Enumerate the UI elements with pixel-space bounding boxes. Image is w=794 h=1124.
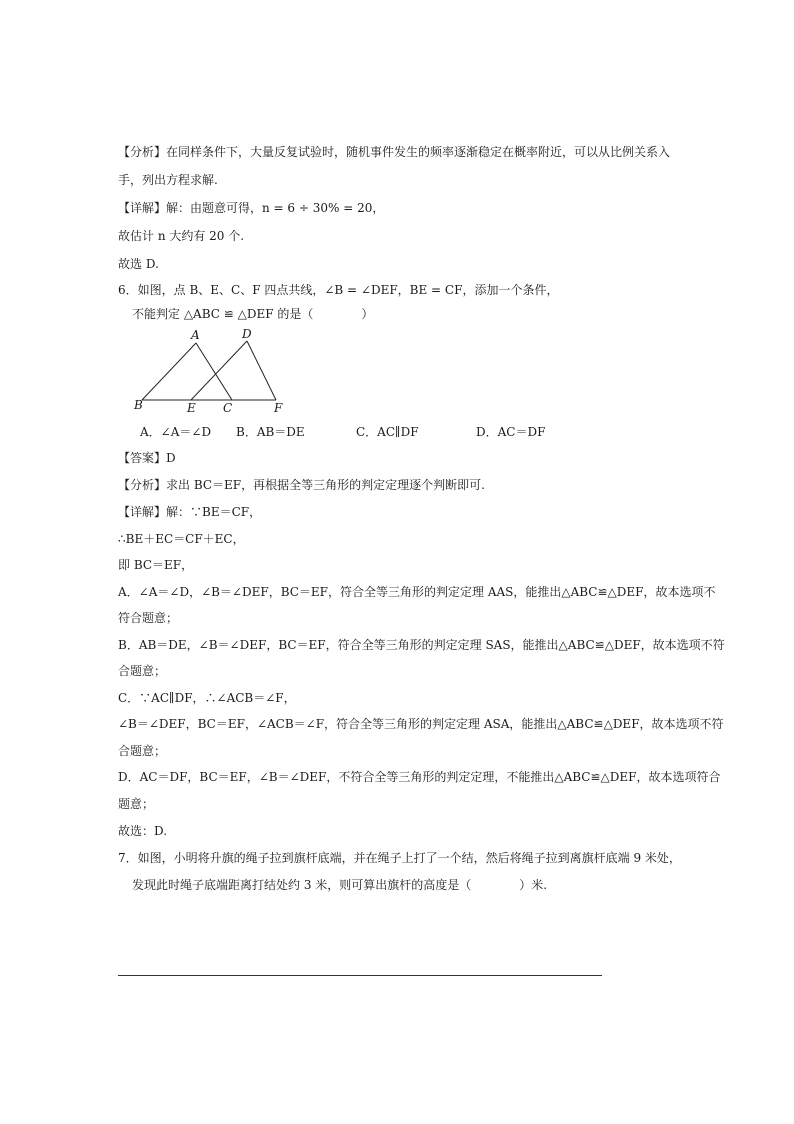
option-c: C．AC∥DF [356, 425, 419, 439]
detail-line-2: ∴BE＋EC＝CF＋EC， [118, 532, 245, 546]
case-b-line-2: 合题意； [118, 664, 167, 678]
triangle-figure [128, 328, 298, 422]
label-f: F [274, 401, 283, 415]
analysis-line-2: 手，列出方程求解. [118, 173, 218, 187]
detail-line-1: 【详解】解：∵BE＝CF， [118, 505, 262, 519]
label-b: B [134, 398, 143, 412]
case-c-line-1: C．∵AC∥DF，∴∠ACB＝∠F， [118, 691, 296, 705]
segment-ed [191, 341, 247, 400]
final-choice-line: 故选：D. [118, 824, 168, 838]
answer-line: 【答案】D [118, 451, 176, 465]
case-c-line-2: ∠B＝∠DEF，BC＝EF，∠ACB＝∠F，符合全等三角形的判定定理 ASA，能推出△ABC≌△DEF，故本选项不符 [118, 717, 724, 731]
option-a: A．∠A＝∠D [140, 425, 212, 439]
segment-ac [196, 343, 232, 400]
footer-rule [118, 975, 602, 976]
option-b: B．AB＝DE [236, 425, 305, 439]
label-a: A [191, 328, 200, 342]
detail-line: 【详解】解：由题意可得，n = 6 ÷ 30% = 20， [118, 201, 385, 215]
options-row [0, 423, 794, 439]
triangles-diagram [128, 328, 298, 418]
estimate-line: 故估计 n 大约有 20 个. [118, 229, 245, 243]
case-a-line-1: A．∠A＝∠D，∠B＝∠DEF，BC＝EF，符合全等三角形的判定定理 AAS，能推出△ABC≌△DEF，故本选项不 [118, 585, 716, 599]
label-c: C [223, 401, 233, 415]
question-6-line-1: 6．如图，点 B、E、C、F 四点共线，∠B = ∠DEF，BE = CF，添加一个条件， [118, 283, 559, 297]
analysis-line-1: 【分析】在同样条件下，大量反复试验时，随机事件发生的频率逐渐稳定在概率附近，可以从比例关系入 [118, 145, 671, 159]
case-b-line-1: B．AB＝DE，∠B＝∠DEF，BC＝EF，符合全等三角形的判定定理 SAS，能推出△ABC≌△DEF，故本选项不符 [118, 638, 725, 652]
segment-ba [142, 343, 196, 400]
detail-line-3: 即 BC＝EF， [118, 558, 194, 572]
segment-df [247, 341, 276, 400]
label-d: D [242, 328, 252, 341]
case-d-line-1: D．AC＝DF，BC＝EF，∠B＝∠DEF，不符合全等三角形的判定定理，不能推出△ABC≌△DEF，故本选项符合 [118, 770, 721, 784]
question-6-line-2: 不能判定 △ABC ≌ △DEF 的是（ ） [132, 307, 374, 321]
option-d: D．AC＝DF [476, 425, 546, 439]
answer-choice-line: 故选 D. [118, 257, 159, 271]
case-a-line-2: 符合题意； [118, 611, 179, 625]
label-e: E [187, 401, 196, 415]
case-d-line-2: 题意； [118, 797, 155, 811]
question-7-line-1: 7．如图，小明将升旗的绳子拉到旗杆底端，并在绳子上打了一个结，然后将绳子拉到离旗杆底端 9 米处， [118, 851, 681, 865]
case-c-line-3: 合题意； [118, 744, 167, 758]
analysis-line: 【分析】求出 BC＝EF，再根据全等三角形的判定定理逐个判断即可. [118, 478, 485, 492]
question-7-line-2: 发现此时绳子底端距离打结处约 3 米，则可算出旗杆的高度是（ ）米. [132, 878, 548, 892]
